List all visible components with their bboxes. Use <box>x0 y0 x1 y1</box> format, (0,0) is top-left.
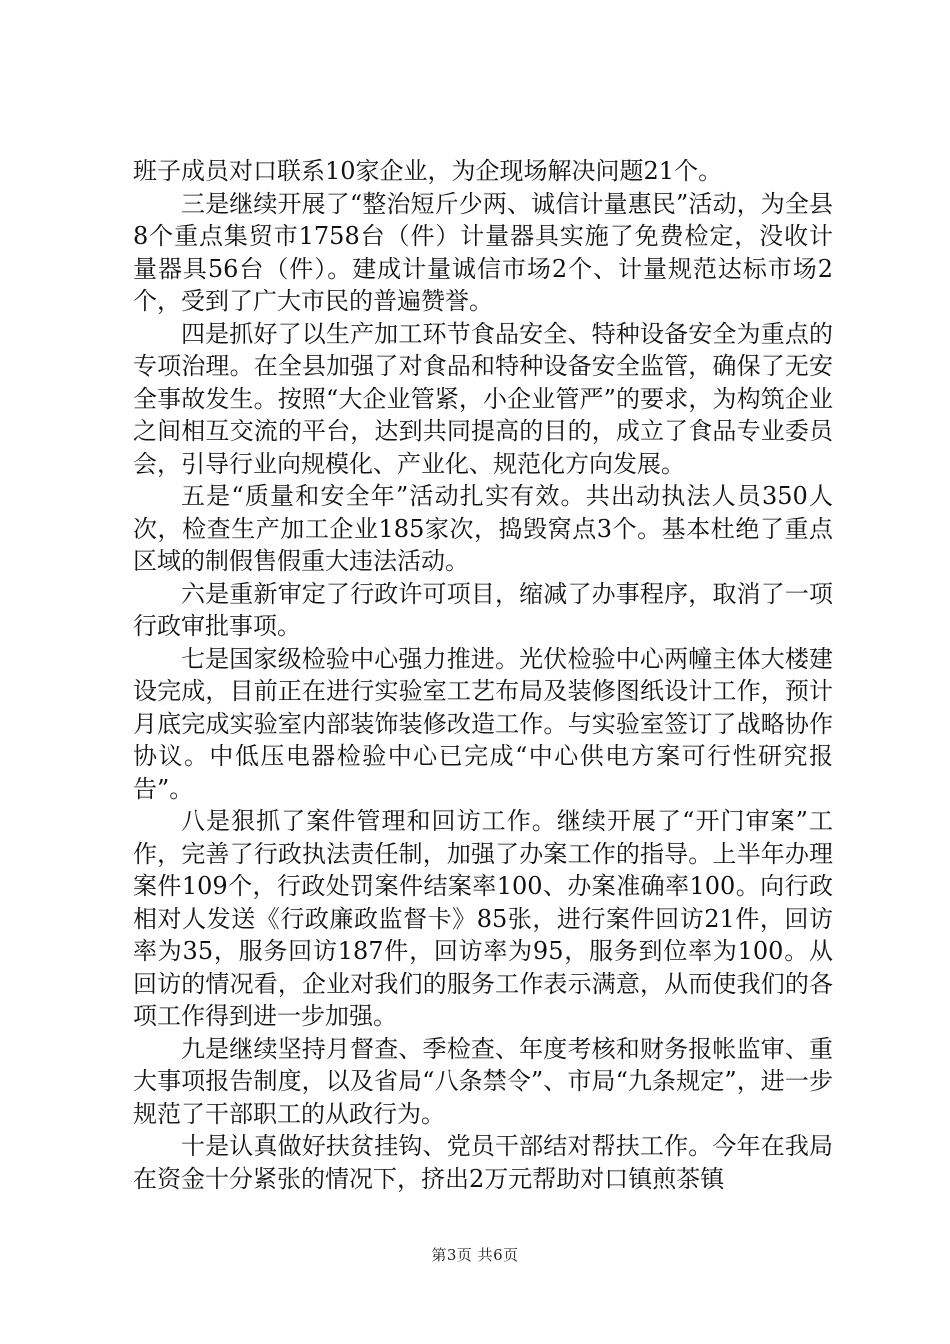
paragraph-item-8: 八是狠抓了案件管理和回访工作。继续开展了“开门审案”工作，完善了行政执法责任制，加强了办案工作的指导。上半年办理案件109个，行政处罚案件结案率100、办案准确率100。向行政相对人发送《行政廉政监督卡》85张，进行案件回访21件，回访率为35，服务回访187件，回访率为95，服务到位率为100。从回访的情况看，企业对我们的服务工作表示满意，从而使我们的各项工作得到进一步加强。 <box>133 807 833 1030</box>
paragraph-item-10: 十是认真做好扶贫挂钩、党员干部结对帮扶工作。今年在我局在资金十分紧张的情况下，挤出2万元帮助对口镇煎茶镇 <box>133 1132 833 1193</box>
page-number-footer: 第3页 共6页 <box>431 1246 519 1264</box>
document-body <box>133 155 833 1195</box>
paragraph-item-9: 九是继续坚持月督查、季检查、年度考核和财务报帐监审、重大事项报告制度，以及省局“八条禁令”、市局“九条规定”，进一步规范了干部职工的从政行为。 <box>133 1034 833 1128</box>
paragraph-continuation: 班子成员对口联系10家企业，为企现场解决问题21个。 <box>133 157 723 185</box>
paragraph-item-7: 七是国家级检验中心强力推进。光伏检验中心两幢主体大楼建设完成，目前正在进行实验室工艺布局及装修图纸设计工作，预计月底完成实验室内部装饰装修改造工作。与实验室签订了战略协作协议。中低压电器检验中心已完成“中心供电方案可行性研究报告”。 <box>133 644 833 803</box>
paragraph-item-5: 五是“质量和安全年”活动扎实有效。共出动执法人员350人次，检查生产加工企业185家次，捣毁窝点3个。基本杜绝了重点区域的制假售假重大违法活动。 <box>133 482 833 575</box>
paragraph-item-6: 六是重新审定了行政许可项目，缩减了办事程序，取消了一项行政审批事项。 <box>133 579 833 640</box>
paragraph-item-4: 四是抓好了以生产加工环节食品安全、特种设备安全为重点的专项治理。在全县加强了对食品和特种设备安全监管，确保了无安全事故发生。按照“大企业管紧，小企业管严”的要求，为构筑企业之间相互交流的平台，达到共同提高的目的，成立了食品专业委员会，引导行业向规模化、产业化、规范化方向发展。 <box>133 319 833 478</box>
paragraph-item-3: 三是继续开展了“整治短斤少两、诚信计量惠民”活动，为全县8个重点集贸市1758台（件）计量器具实施了免费检定，没收计量器具56台（件）。建成计量诚信市场2个、计量规范达标市场2个，受到了广大市民的普遍赞誉。 <box>133 189 833 315</box>
